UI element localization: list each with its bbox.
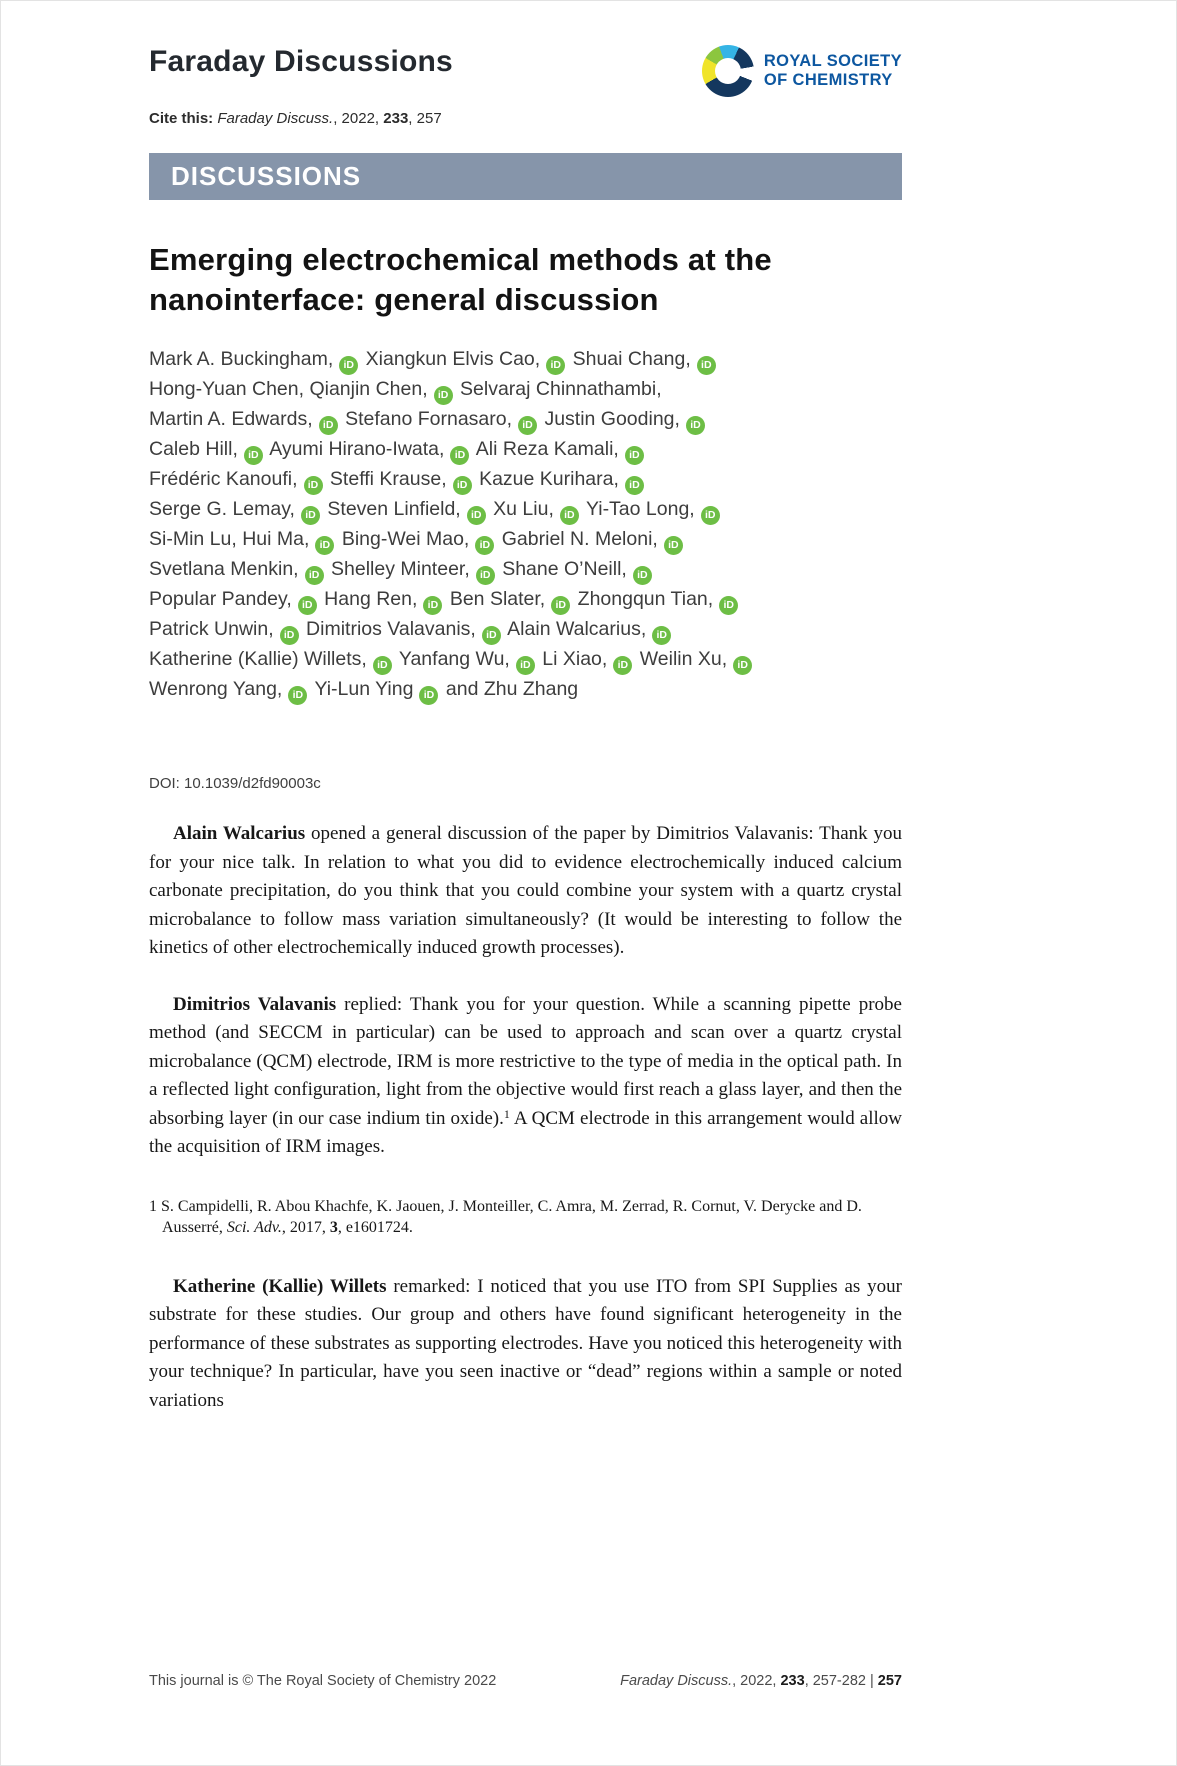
author-name: Li Xiao, [542, 648, 608, 671]
author-name: and Zhu Zhang [445, 678, 579, 701]
orcid-icon[interactable]: iD [373, 656, 392, 675]
author-line [149, 585, 902, 615]
copyright-note: This journal is © The Royal Society of Chemistry 2022 [149, 1673, 497, 1689]
author-name: Steffi Krause, [329, 468, 447, 491]
text-segment: , e1601724. [337, 1219, 413, 1237]
text-segment: Cite this: [149, 110, 218, 127]
author-name: Ayumi Hirano-Iwata, [269, 438, 445, 461]
text-segment: Dimitrios Valavanis [173, 993, 337, 1015]
author-name: Frédéric Kanoufi, [149, 468, 298, 491]
article-title-line1: Emerging electrochemical methods at the [149, 242, 772, 277]
discussion-paragraph [149, 1273, 902, 1416]
orcid-icon[interactable]: iD [467, 506, 486, 525]
author-line [149, 525, 902, 555]
author-name: Steven Linfield, [327, 498, 461, 521]
discussion-paragraph [149, 820, 902, 963]
author-line [149, 435, 902, 465]
text-segment: replied: Thank you for your question. While a scanning pipette probe method (and SECCM in particular) can be used to approach and scan over a quartz crystal microbalance (QCM) electrode, IRM is more restrictive to the type of media in the optical path. In a reflected light configuration, light from the objective would first reach a glass layer, and then the absorbing layer (in our case indium tin oxide). [149, 993, 902, 1129]
rsc-org-line1: ROYAL SOCIETY [763, 51, 902, 70]
article-title [149, 240, 902, 319]
author-name: Yanfang Wu, [398, 648, 510, 671]
orcid-icon[interactable]: iD [664, 536, 683, 555]
author-name: Gabriel N. Meloni, [501, 528, 658, 551]
author-name: Katherine (Kallie) Willets, [149, 648, 367, 671]
text-segment: , 2017, [281, 1219, 330, 1237]
author-name: Zhongqun Tian, [577, 588, 714, 611]
orcid-icon[interactable]: iD [280, 626, 299, 645]
orcid-icon[interactable]: iD [516, 656, 535, 675]
author-name: Martin A. Edwards, [149, 408, 313, 431]
orcid-icon[interactable]: iD [697, 356, 716, 375]
rsc-org-name [764, 52, 902, 90]
author-name: Xiangkun Elvis Cao, [365, 348, 541, 371]
orcid-icon[interactable]: iD [546, 356, 565, 375]
orcid-icon[interactable]: iD [304, 476, 323, 495]
author-name: Mark A. Buckingham, [149, 348, 334, 371]
author-name: Hong-Yuan Chen, [149, 378, 305, 401]
orcid-icon[interactable]: iD [652, 626, 671, 645]
article-title-line2: nanointerface: general discussion [149, 281, 659, 317]
text-segment: 233 [383, 110, 409, 127]
page-content [149, 1, 902, 1443]
orcid-icon[interactable]: iD [244, 446, 263, 465]
author-name: Alain Walcarius, [507, 618, 647, 641]
author-line [149, 375, 902, 405]
author-name: Shelley Minteer, [331, 558, 470, 581]
orcid-icon[interactable]: iD [518, 416, 537, 435]
text-segment: 257 [877, 1673, 902, 1689]
author-name: Dimitrios Valavanis, [306, 618, 476, 641]
text-segment: 3 [329, 1219, 338, 1237]
orcid-icon[interactable]: iD [453, 476, 472, 495]
text-segment: Katherine (Kallie) Willets [173, 1275, 387, 1297]
orcid-icon[interactable]: iD [434, 386, 453, 405]
banner-label: DISCUSSIONS [171, 161, 362, 191]
section-banner [149, 153, 902, 200]
text-segment: remarked: I noticed that you use ITO from SPI Supplies as your substrate for these studies. Our group and others have found significant heterogeneity in the performance of these substrates as supporting electrodes. Have you noticed this heterogeneity with your technique? In particular, have you seen inactive or “dead” regions within a sample or noted variations [149, 1275, 902, 1411]
orcid-icon[interactable]: iD [419, 686, 438, 705]
orcid-icon[interactable]: iD [625, 446, 644, 465]
author-name: Wenrong Yang, [149, 678, 283, 701]
text-segment: Faraday Discuss. [620, 1673, 733, 1689]
author-line [149, 675, 902, 705]
orcid-icon[interactable]: iD [298, 596, 317, 615]
orcid-icon[interactable]: iD [339, 356, 358, 375]
orcid-icon[interactable]: iD [450, 446, 469, 465]
orcid-icon[interactable]: iD [423, 596, 442, 615]
orcid-icon[interactable]: iD [288, 686, 307, 705]
doi: DOI: 10.1039/d2fd90003c [149, 775, 321, 793]
author-name: Qianjin Chen, [309, 378, 428, 401]
author-name: Xu Liu, [493, 498, 554, 521]
citation [149, 110, 902, 127]
author-line [149, 465, 902, 495]
author-name: Shuai Chang, [572, 348, 691, 371]
orcid-icon[interactable]: iD [476, 566, 495, 585]
orcid-icon[interactable]: iD [733, 656, 752, 675]
author-line [149, 345, 902, 375]
reference-item [149, 1196, 902, 1239]
orcid-icon[interactable]: iD [482, 626, 501, 645]
author-line [149, 555, 902, 585]
text-segment: Sci. Adv. [226, 1219, 282, 1237]
author-line [149, 615, 902, 645]
author-name: Selvaraj Chinnathambi, [460, 378, 662, 401]
author-line [149, 495, 902, 525]
author-name: Bing-Wei Mao, [341, 528, 470, 551]
text-segment: , 257 [408, 110, 442, 127]
text-segment: , 2022, [732, 1673, 781, 1689]
orcid-icon[interactable]: iD [475, 536, 494, 555]
orcid-icon[interactable]: iD [301, 506, 320, 525]
author-line [149, 645, 902, 675]
author-name: Kazue Kurihara, [479, 468, 619, 491]
orcid-icon[interactable]: iD [686, 416, 705, 435]
text-segment: A QCM electrode in this arrangement would allow the acquisition of IRM images. [149, 1107, 903, 1158]
author-name: Ben Slater, [449, 588, 546, 611]
article-body [149, 820, 902, 1415]
author-list [149, 345, 902, 705]
journal-title: Faraday Discussions [149, 45, 453, 78]
orcid-icon[interactable]: iD [319, 416, 338, 435]
orcid-icon[interactable]: iD [315, 536, 334, 555]
orcid-icon[interactable]: iD [551, 596, 570, 615]
author-name: Hang Ren, [324, 588, 418, 611]
orcid-icon[interactable]: iD [719, 596, 738, 615]
author-name: Yi-Tao Long, [585, 498, 695, 521]
text-segment: Alain Walcarius [173, 823, 306, 845]
author-name: Patrick Unwin, [149, 618, 274, 641]
text-segment: , 257-282 | [804, 1673, 878, 1689]
author-name: Weilin Xu, [639, 648, 728, 671]
text-segment: , 2022, [333, 110, 384, 127]
page-footer [149, 1673, 902, 1689]
text-segment: opened a general discussion of the paper by Dimitrios Valavanis: Thank you for your nice talk. In relation to what you did to evidence electrochemically induced calcium carbonate precipitation, do you think that you could combine your system with a quartz crystal microbalance to follow mass variation simultaneously? (It would be interesting to follow the kinetics of other electrochemically induced growth processes). [149, 823, 902, 959]
author-name: Serge G. Lemay, [149, 498, 295, 521]
author-name: Justin Gooding, [544, 408, 680, 431]
author-name: Si-Min Lu, [149, 528, 237, 551]
text-segment: 1 S. Campidelli, R. Abou Khachfe, K. Jaouen, J. Monteiller, C. Amra, M. Zerrad, R. Cornut, V. Derycke and D. Ausserré, [149, 1197, 862, 1237]
author-name: Hui Ma, [242, 528, 310, 551]
author-name: Popular Pandey, [149, 588, 292, 611]
author-name: Stefano Fornasaro, [345, 408, 513, 431]
page-citation [620, 1673, 902, 1689]
orcid-icon[interactable]: iD [560, 506, 579, 525]
orcid-icon[interactable]: iD [625, 476, 644, 495]
author-name: Yi-Lun Ying [314, 678, 414, 701]
orcid-icon[interactable]: iD [305, 566, 324, 585]
orcid-icon[interactable]: iD [701, 506, 720, 525]
text-segment: 233 [780, 1673, 805, 1689]
author-name: Ali Reza Kamali, [475, 438, 619, 461]
rsc-logo [702, 45, 902, 97]
text-segment: Faraday Discuss. [217, 110, 334, 127]
orcid-icon[interactable]: iD [613, 656, 632, 675]
orcid-icon[interactable]: iD [633, 566, 652, 585]
rsc-logo-icon [702, 45, 754, 97]
author-name: Svetlana Menkin, [149, 558, 299, 581]
masthead [149, 45, 902, 97]
author-line [149, 405, 902, 435]
rsc-org-line2: OF CHEMISTRY [763, 71, 893, 89]
text-segment: 1 [503, 1106, 510, 1121]
author-name: Caleb Hill, [149, 438, 238, 461]
discussion-paragraph [149, 991, 902, 1162]
author-name: Shane O’Neill, [502, 558, 627, 581]
